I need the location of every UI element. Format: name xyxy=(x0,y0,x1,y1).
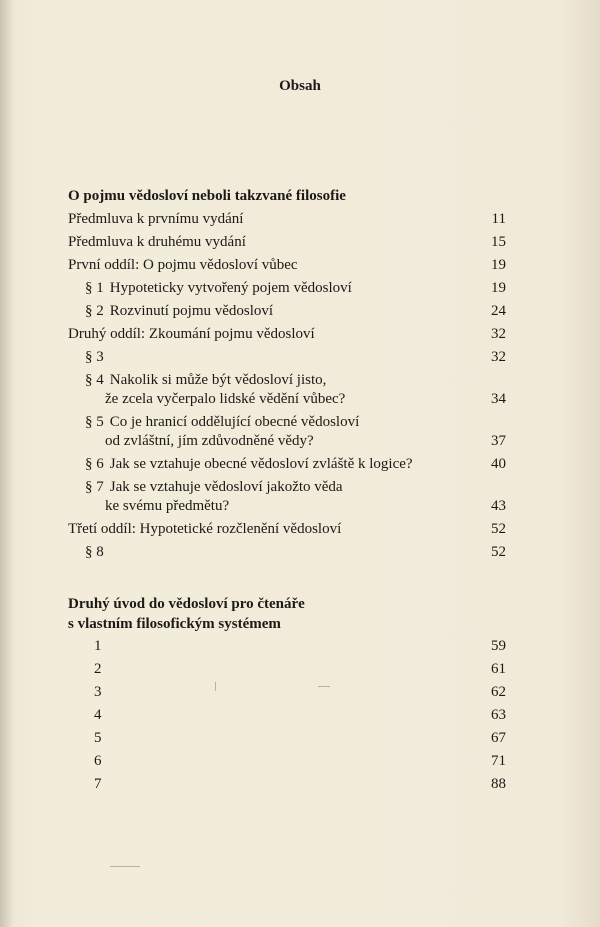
section-number: § 6 xyxy=(85,456,104,472)
toc-entry xyxy=(68,660,508,679)
paper-speck xyxy=(318,686,330,687)
toc-entry xyxy=(68,683,508,702)
toc-entry-label xyxy=(85,543,508,562)
toc-entry-title: Druhý oddíl: Zkoumání pojmu vědosloví xyxy=(68,326,315,342)
toc-entry xyxy=(68,478,508,516)
toc-entry-text xyxy=(85,302,448,321)
section-heading-line: Druhý úvod do vědosloví pro čtenáře xyxy=(68,596,305,612)
toc-entry-title: Třetí oddíl: Hypotetické rozčlenění vědosloví xyxy=(68,521,342,537)
toc-entry-text xyxy=(68,520,448,539)
toc-entry xyxy=(68,637,508,656)
chapter-number: 6 xyxy=(94,753,102,769)
page-number: 52 xyxy=(491,544,506,560)
toc-entry-title: Nakolik si může být vědosloví jisto, xyxy=(109,372,327,388)
page-number: 88 xyxy=(491,776,506,792)
paper-speck xyxy=(215,682,216,691)
chapter-number: 2 xyxy=(94,661,102,677)
toc-entry xyxy=(68,210,508,229)
page-number: 24 xyxy=(491,303,506,319)
toc-entry-text xyxy=(68,325,448,344)
page-number: 71 xyxy=(491,753,506,769)
toc-entry-title: ke svému předmětu? xyxy=(105,498,230,514)
page-number: 61 xyxy=(491,661,506,677)
paper-speck xyxy=(110,866,140,867)
toc-entry xyxy=(68,752,508,771)
toc-entry-label xyxy=(68,233,508,252)
toc-entry-text xyxy=(85,371,448,390)
toc-entry xyxy=(68,279,508,298)
toc-entry xyxy=(68,325,508,344)
toc-entry-text xyxy=(68,233,448,252)
toc-entry xyxy=(68,348,508,367)
page-number: 19 xyxy=(491,257,506,273)
section-heading xyxy=(68,594,508,634)
section-heading-line: s vlastním filosofickým systémem xyxy=(68,616,281,632)
toc-entry-text xyxy=(85,279,448,298)
toc-entry xyxy=(68,543,508,562)
toc-entry-text xyxy=(85,432,448,451)
page-number: 62 xyxy=(491,684,506,700)
toc-entry-label xyxy=(68,256,508,275)
toc-entry xyxy=(68,413,508,451)
toc-entry-text xyxy=(85,478,448,497)
section-number: § 4 xyxy=(85,372,104,388)
page-number: 43 xyxy=(491,498,506,514)
toc-entry-title: Jak se vztahuje vědosloví jakožto věda xyxy=(109,479,343,495)
page-number: 15 xyxy=(491,234,506,250)
toc-entry xyxy=(68,520,508,539)
page-number: 40 xyxy=(491,456,506,472)
toc-entry-title: Předmluva k druhému vydání xyxy=(68,234,246,250)
toc-entry-title: Hypoteticky vytvořený pojem vědosloví xyxy=(109,280,352,296)
chapter-number: 1 xyxy=(94,638,102,654)
toc-entry-text xyxy=(68,210,448,229)
toc-list xyxy=(68,210,508,562)
chapter-number: 7 xyxy=(94,776,102,792)
page-number: 11 xyxy=(491,211,506,227)
toc-entry-text xyxy=(85,390,448,409)
toc-entry-text xyxy=(68,256,448,275)
toc-entry-title: že zcela vyčerpalo lidské vědění vůbec? xyxy=(105,391,346,407)
toc-entry-label xyxy=(68,210,508,229)
chapter-number: 3 xyxy=(94,684,102,700)
page-number: 52 xyxy=(491,521,506,537)
toc-entry-text xyxy=(85,455,448,474)
toc-entry xyxy=(68,233,508,252)
toc-entry-label xyxy=(85,279,508,298)
toc-entry-title: od zvláštní, jím zdůvodněné vědy? xyxy=(105,433,314,449)
chapter-number: 4 xyxy=(94,707,102,723)
page-number: 63 xyxy=(491,707,506,723)
page-number: 67 xyxy=(491,730,506,746)
toc-entry-label xyxy=(68,520,508,539)
page-number: 32 xyxy=(491,349,506,365)
section-number: § 7 xyxy=(85,479,104,495)
section-number: § 1 xyxy=(85,280,104,296)
toc-entry-text xyxy=(85,497,448,516)
toc-entry-text xyxy=(85,543,448,562)
toc-entry xyxy=(68,706,508,725)
page-number: 59 xyxy=(491,638,506,654)
section-number: § 8 xyxy=(85,544,104,560)
section-number: § 2 xyxy=(85,303,104,319)
toc-section-1 xyxy=(68,186,508,566)
toc-entry-title: Předmluva k prvnímu vydání xyxy=(68,211,244,227)
toc-entry-title: První oddíl: O pojmu vědosloví vůbec xyxy=(68,257,298,273)
toc-entry-label xyxy=(85,478,508,516)
toc-entry xyxy=(68,371,508,409)
page-number: 34 xyxy=(491,391,506,407)
chapter-number: 5 xyxy=(94,730,102,746)
toc-entry-title: Rozvinutí pojmu vědosloví xyxy=(109,303,274,319)
page-number: 19 xyxy=(491,280,506,296)
page-number: 32 xyxy=(491,326,506,342)
toc-entry-label xyxy=(85,371,508,409)
toc-entry-label xyxy=(85,348,508,367)
toc-list xyxy=(68,637,508,794)
toc-entry xyxy=(68,729,508,748)
toc-entry-label xyxy=(85,413,508,451)
toc-entry xyxy=(68,256,508,275)
toc-entry xyxy=(68,455,508,474)
toc-entry-text xyxy=(85,348,448,367)
toc-entry-label xyxy=(85,302,508,321)
section-heading: O pojmu vědosloví neboli takzvané filosofie xyxy=(68,188,346,204)
toc-entry-title: Co je hranicí oddělující obecné vědosloví xyxy=(109,414,360,430)
toc-entry-text xyxy=(85,413,448,432)
section-number: § 5 xyxy=(85,414,104,430)
toc-section-2 xyxy=(68,594,508,798)
toc-entry-title: Jak se vztahuje obecné vědosloví zvláště k logice? xyxy=(109,456,413,472)
toc-entry-label xyxy=(85,455,508,474)
toc-entry xyxy=(68,302,508,321)
toc-entry-label xyxy=(68,325,508,344)
page-number: 37 xyxy=(491,433,506,449)
page-title: Obsah xyxy=(279,78,321,94)
toc-entry xyxy=(68,775,508,794)
section-number: § 3 xyxy=(85,349,104,365)
